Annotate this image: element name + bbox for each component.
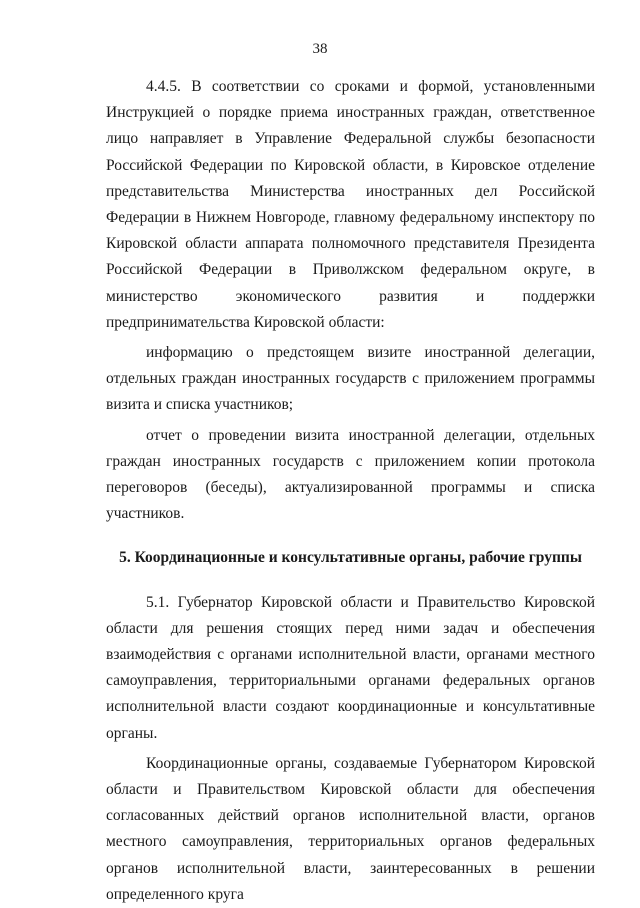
- page-number: 38: [312, 41, 328, 57]
- paragraph-4-4-5: 4.4.5. В соответствии со сроками и формой, установленными Инструкцией о порядке приема иностранных граждан, ответственное лицо направляет в Управление Федеральной службы безопасности Российской Федерации по Кировской области, в Кировское отделение представительства Министерства иностранных дел Российской Федерации в Нижнем Новгороде, главному федеральному инспектору по Кировской области аппарата полномочного представителя Президента Российской Федерации в Приволжском федеральном округе, в министерство экономического развития и поддержки предпринимательства Кировской области:: [106, 78, 595, 331]
- document-body: [106, 74, 595, 908]
- paragraph-report-item: отчет о проведении визита иностранной делегации, отдельных граждан иностранных государств с приложением копии протокола переговоров (беседы), актуализированной программы и списка участников.: [106, 426, 595, 523]
- paragraph-coordination-bodies: Координационные органы, создаваемые Губернатором Кировской области и Правительством Кировской области для обеспечения согласованных действий органов исполнительной власти, органов местного самоуправления, территориальных органов федеральных органов исполнительной власти, заинтересованных в решении определенного круга: [106, 754, 595, 903]
- section-heading-5: 5. Координационные и консультативные органы, рабочие группы: [119, 549, 582, 567]
- paragraph-5-1: 5.1. Губернатор Кировской области и Правительство Кировской области для решения стоящих перед ними задач и обеспечения взаимодействия с органами исполнительной власти, органами местного самоуправления, территориальными органами федеральных органов исполнительной власти создают координационные и консультативные органы.: [106, 593, 595, 742]
- paragraph-information-item: информацию о предстоящем визите иностранной делегации, отдельных граждан иностранных государств с приложением программы визита и списка участников;: [106, 344, 595, 414]
